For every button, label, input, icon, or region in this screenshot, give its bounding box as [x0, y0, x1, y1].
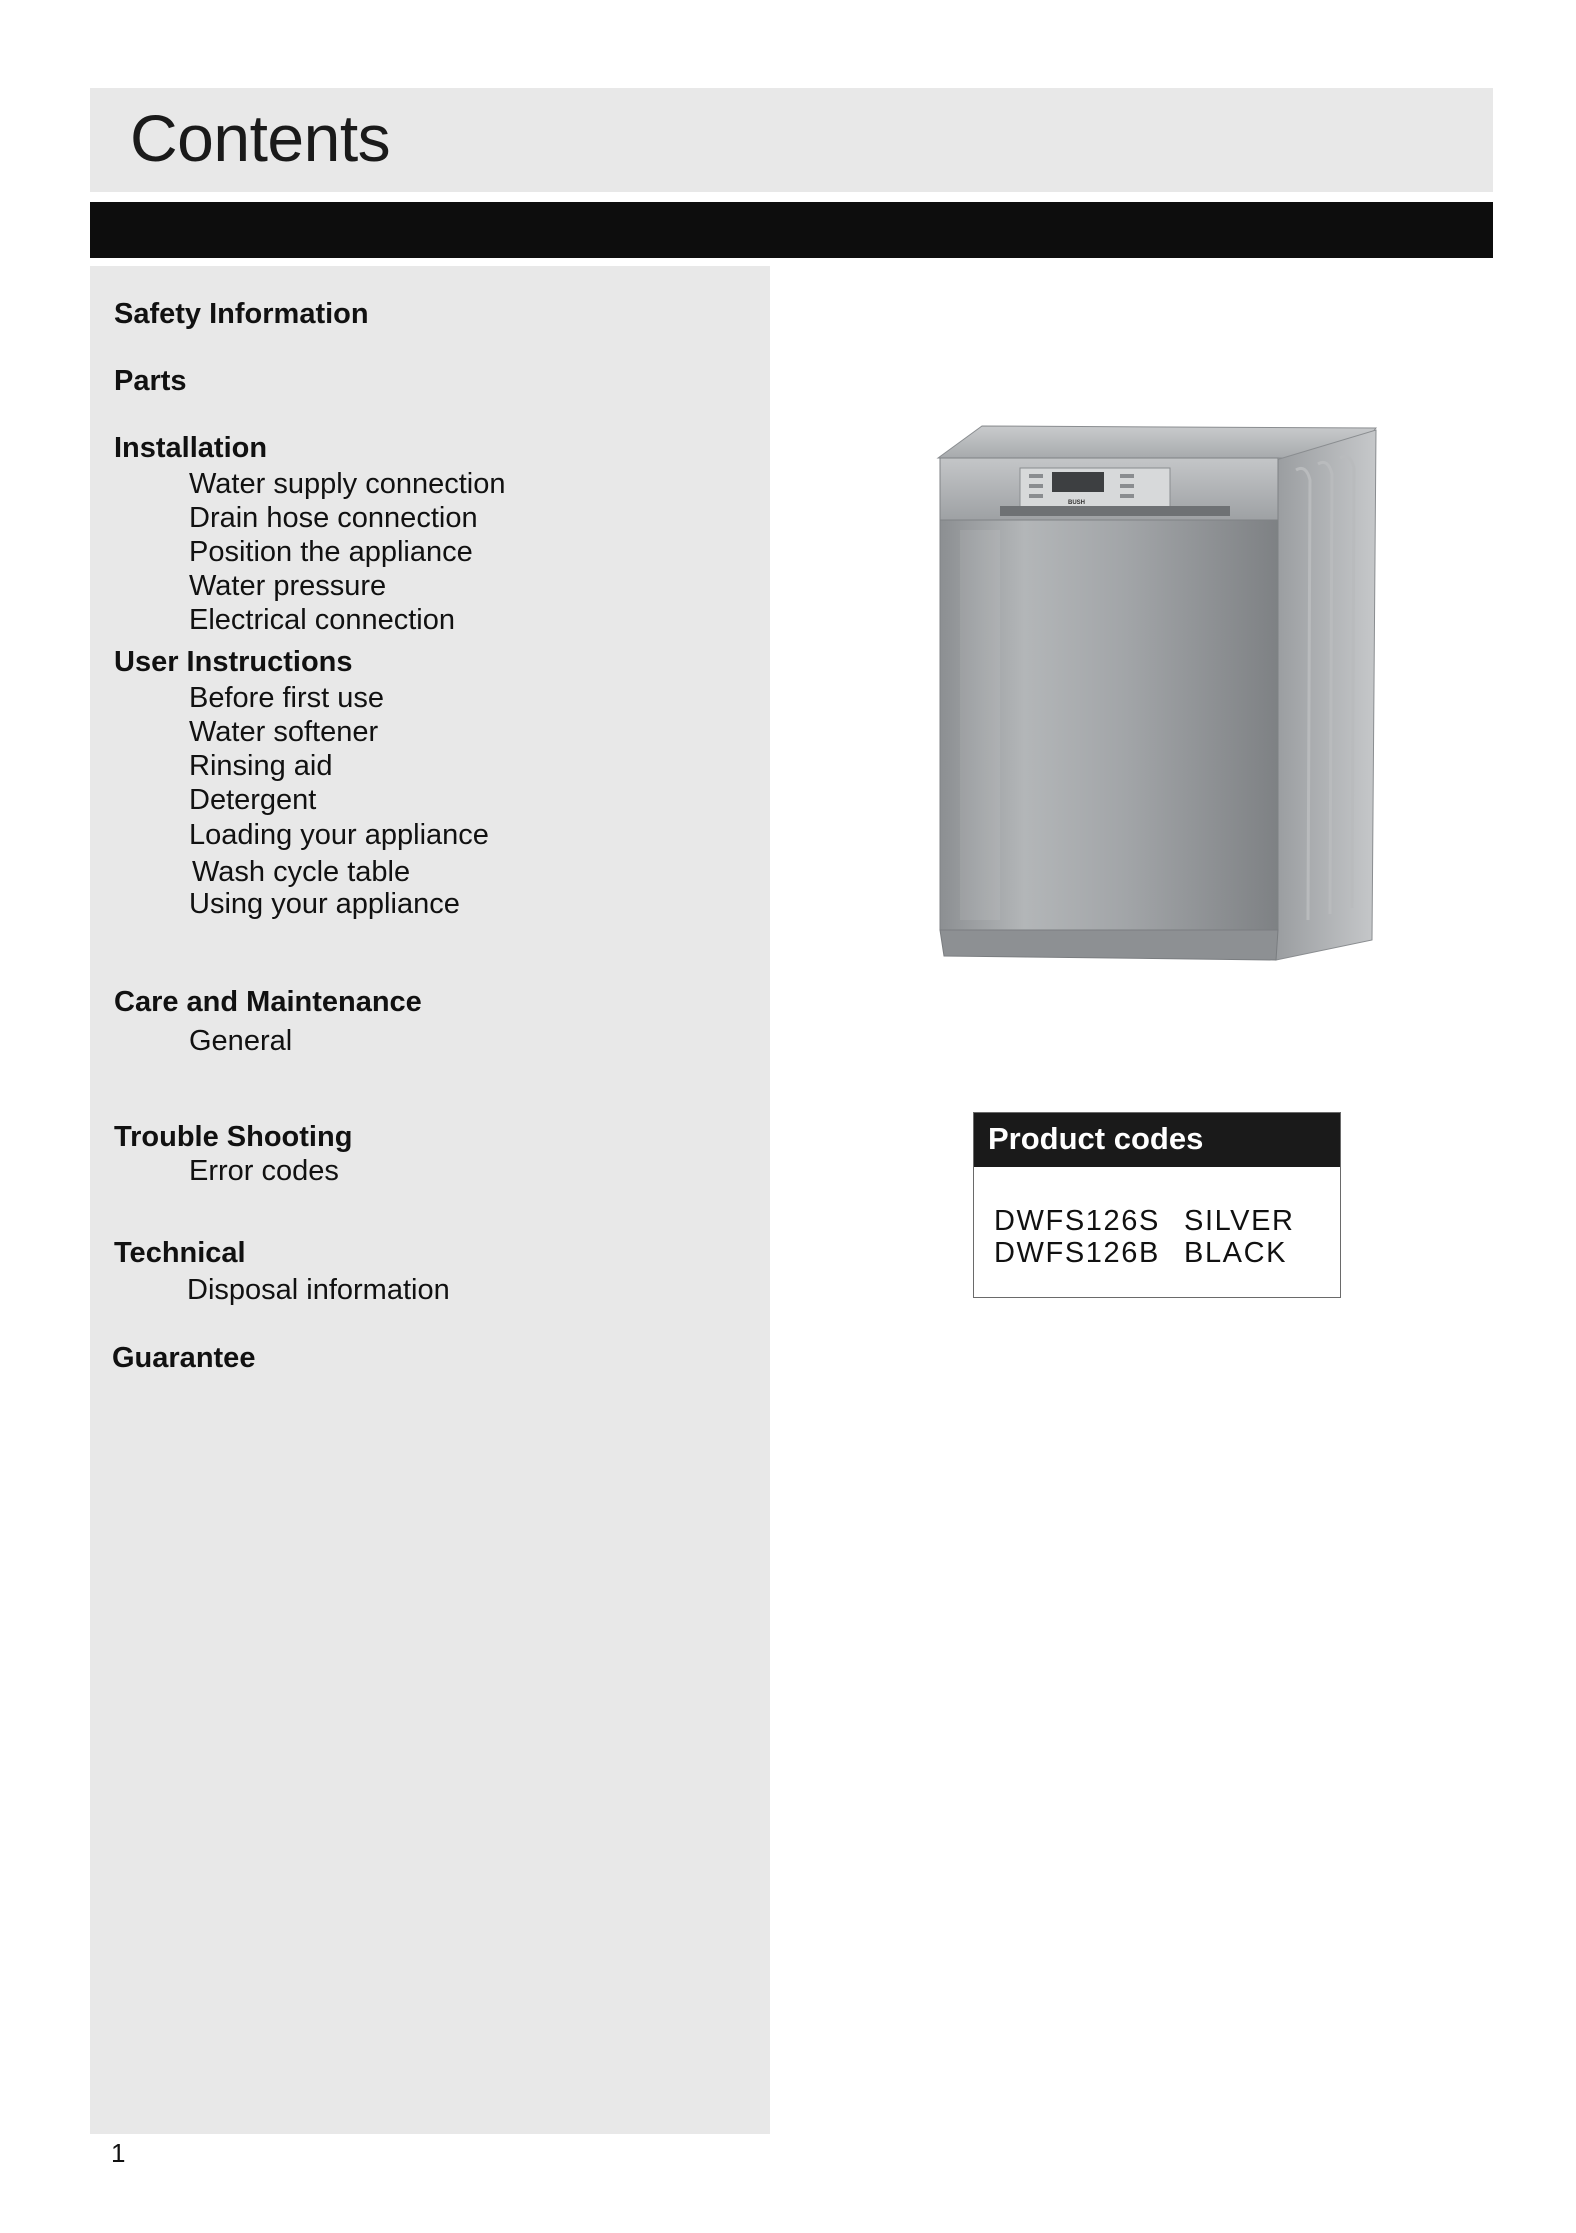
- product-code-row: [994, 1205, 1295, 1237]
- dishwasher-image: [920, 400, 1390, 970]
- toc-item: Water softener: [189, 716, 379, 748]
- toc-section-installation: Installation: [114, 432, 268, 464]
- toc-item: Loading your appliance: [189, 819, 489, 851]
- title-band: [90, 88, 1493, 192]
- toc-section-technical: Technical: [114, 1237, 246, 1269]
- page-number: 1: [111, 2138, 126, 2168]
- table-of-contents: [90, 266, 770, 2134]
- toc-item: Position the appliance: [189, 536, 473, 568]
- toc-item: Detergent: [189, 784, 317, 816]
- toc-section-guarantee: Guarantee: [112, 1342, 256, 1374]
- product-color: SILVER: [1184, 1205, 1295, 1237]
- toc-item: General: [189, 1025, 293, 1057]
- toc-item: Before first use: [189, 682, 385, 714]
- product-color: BLACK: [1184, 1237, 1288, 1269]
- toc-item: Disposal information: [187, 1274, 450, 1306]
- toc-section-care: Care and Maintenance: [114, 986, 422, 1018]
- product-code-row: [994, 1237, 1295, 1269]
- toc-item: Water supply connection: [189, 468, 506, 500]
- toc-section-safety: Safety Information: [114, 298, 369, 330]
- toc-item: Drain hose connection: [189, 502, 478, 534]
- toc-item: Error codes: [189, 1155, 339, 1187]
- toc-section-trouble-shooting: Trouble Shooting: [114, 1121, 353, 1153]
- toc-section-parts: Parts: [114, 365, 187, 397]
- product-codes-list: [994, 1205, 1295, 1269]
- toc-item: Water pressure: [189, 570, 387, 602]
- header-divider-bar: [90, 202, 1493, 258]
- product-code: DWFS126B: [994, 1237, 1160, 1269]
- toc-item: Rinsing aid: [189, 750, 333, 782]
- svg-text:BUSH: BUSH: [1068, 500, 1086, 506]
- toc-section-user-instructions: User Instructions: [114, 646, 353, 678]
- toc-item: Wash cycle table: [192, 856, 411, 888]
- page-title: Contents: [130, 101, 391, 175]
- toc-item: Electrical connection: [189, 604, 455, 636]
- product-code: DWFS126S: [994, 1205, 1160, 1237]
- product-codes-box: [973, 1112, 1341, 1298]
- toc-item: Using your appliance: [189, 888, 460, 920]
- product-codes-title: Product codes: [974, 1113, 1340, 1167]
